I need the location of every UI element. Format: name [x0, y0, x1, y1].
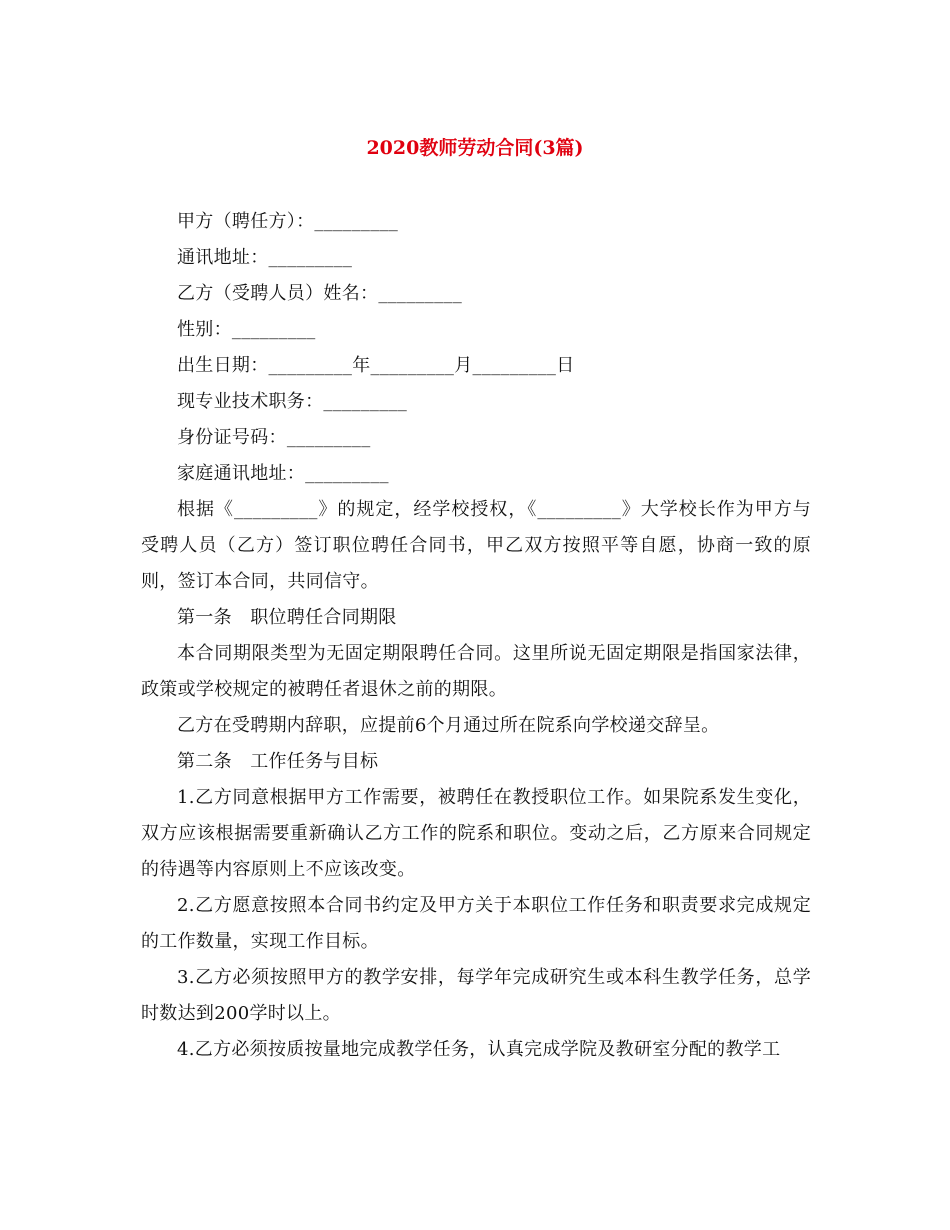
paragraph-resignation: 乙方在受聘期内辞职，应提前6个月通过所在院系向学校递交辞呈。 — [177, 715, 720, 736]
paragraph-item-1: 1.乙方同意根据甲方工作需要，被聘任在教授职位工作。如果院系发生变化，双方应该根据需要重新确认乙方工作的院系和职位。变动之后，乙方原来合同规定的待遇等内容原则上不应该改变。 — [141, 787, 811, 880]
field-label: 家庭通讯地址： — [177, 463, 306, 484]
field-value: _________ — [472, 355, 557, 376]
paragraph-item-4: 4.乙方必须按质按量地完成教学任务，认真完成学院及教研室分配的教学工 — [177, 1039, 781, 1060]
field-gender — [141, 312, 811, 348]
document-body — [141, 204, 811, 1068]
field-label: 通讯地址： — [177, 247, 269, 268]
field-label: 现专业技术职务： — [177, 391, 324, 412]
field-value: _________ — [305, 463, 389, 484]
field-label: 性别： — [177, 319, 232, 340]
field-label: 身份证号码： — [177, 427, 287, 448]
field-address — [141, 240, 811, 276]
paragraph-term-type: 本合同期限类型为无固定期限聘任合同。这里所说无固定期限是指国家法律，政策或学校规定的被聘任者退休之前的期限。 — [141, 643, 811, 700]
field-value: _________ — [314, 211, 399, 232]
birth-day-unit: 日 — [556, 355, 575, 376]
paragraph-item-3: 3.乙方必须按照甲方的教学安排，每学年完成研究生或本科生教学任务，总学时数达到200学时以上。 — [141, 967, 811, 1024]
birth-month-unit: 月 — [454, 355, 473, 376]
field-party-a — [141, 204, 811, 240]
field-value: _________ — [370, 355, 455, 376]
field-id-number — [141, 420, 811, 456]
field-birth-date — [141, 348, 811, 384]
article-heading-1: 第一条 职位聘任合同期限 — [177, 607, 397, 628]
field-home-address — [141, 456, 811, 492]
paragraph-item-2: 2.乙方愿意按照本合同书约定及甲方关于本职位工作任务和职责要求完成规定的工作数量，实现工作目标。 — [141, 895, 811, 952]
field-party-b-name — [141, 276, 811, 312]
field-value: _________ — [231, 319, 316, 340]
field-value: _________ — [378, 283, 463, 304]
field-value: _________ — [323, 391, 408, 412]
field-professional-title — [141, 384, 811, 420]
field-label: 出生日期： — [177, 355, 269, 376]
field-value: _________ — [286, 427, 371, 448]
field-value: _________ — [268, 247, 353, 268]
field-label: 甲方（聘任方）： — [177, 211, 315, 232]
field-value: _________ — [268, 355, 353, 376]
paragraph-preamble: 根据《_________》的规定，经学校授权，《_________》大学校长作为甲方与受聘人员（乙方）签订职位聘任合同书，甲乙双方按照平等自愿，协商一致的原则，签订本合同，共同信守。 — [141, 499, 811, 592]
article-heading-2: 第二条 工作任务与目标 — [177, 751, 379, 772]
document-title: 2020教师劳动合同(3篇) — [366, 137, 584, 159]
birth-year-unit: 年 — [352, 355, 371, 376]
field-label: 乙方（受聘人员）姓名： — [177, 283, 379, 304]
